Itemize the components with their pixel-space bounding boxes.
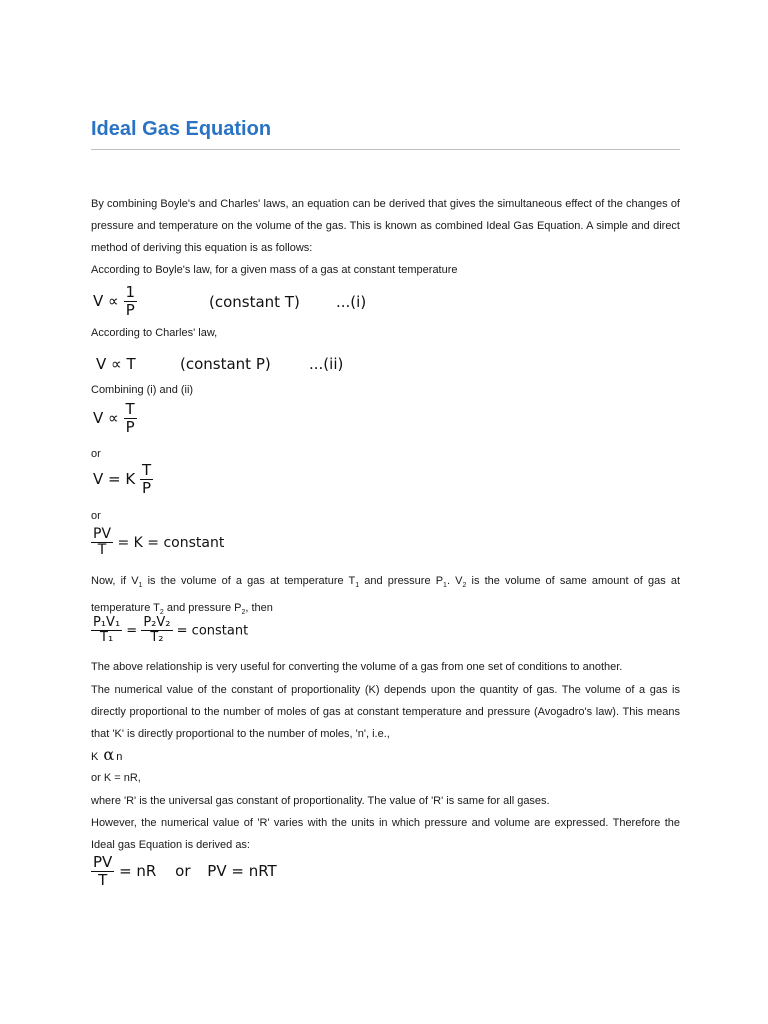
- equation-boyle-condition: (constant T): [209, 293, 300, 311]
- combine-text: Combining (i) and (ii): [91, 384, 194, 396]
- page-title: Ideal Gas Equation: [91, 118, 272, 140]
- numerical-paragraph: The numerical value of the constant of proportionality (K) depends upon the quantity of gas. The volume of a gas is directly proportional to the number of moles of gas at constant temperature and pressure (Avogadro's law). This means that 'K' is directly proportional to the number of moles, 'n', i.e.,: [91, 684, 680, 740]
- equation-boyle: V ∝ $\frac{1}{P}$: [93, 283, 136, 319]
- equation-combined: V ∝ $\frac{T}{P}$: [93, 400, 135, 436]
- or-text-1: or: [91, 448, 101, 460]
- boyle-intro-text: According to Boyle's law, for a given mass of a gas at constant temperature: [91, 264, 458, 276]
- equation-constant-k: V = K $\frac{T}{P}$: [93, 461, 152, 497]
- equation-charles: V ∝ T: [96, 355, 136, 373]
- fraction: $\frac{T}{P}$: [125, 400, 135, 436]
- gas-constant-text: where 'R' is the universal gas constant of proportionality. The value of 'R' is same for all gases.: [91, 795, 550, 807]
- equation-pv-over-t: $\frac{PV}{T}$ = K = constant: [93, 526, 225, 559]
- k-proportional-n: K α n: [91, 745, 123, 764]
- or-text-2: or: [91, 510, 101, 522]
- fraction: $\frac{PV}{T}$: [93, 853, 113, 889]
- equation-charles-condition: (constant P): [180, 355, 271, 373]
- fraction: $\frac{PV}{T}$: [93, 526, 112, 559]
- fraction: $\frac{\text{P₂V₂}}{\text{T₂}}$: [143, 615, 171, 646]
- conditions-paragraph: Now, if $V_1$ is the volume of a gas at temperature $T_1$ and pressure $P_1$. $V_2$ is the volume of same amount of gas at temperature $T_2$ and pressure $P_2$, then: [91, 575, 681, 617]
- equation-boyle-tag: ...(i): [336, 293, 367, 311]
- fraction: $\frac{\text{P₁V₁}}{\text{T₁}}$: [93, 615, 121, 646]
- charles-intro-text: According to Charles' law,: [91, 327, 218, 339]
- equation-charles-tag: ...(ii): [309, 355, 344, 373]
- intro-paragraph: By combining Boyle's and Charles' laws, an equation can be derived that gives the simultaneous effect of the changes of pressure and temperature on the volume of the gas. This is known as combined Ideal Gas Equation. A simple and direct method of deriving this equation is as follows:: [91, 198, 680, 254]
- relationship-text: The above relationship is very useful for converting the volume of a gas from one set of conditions to another.: [91, 661, 623, 673]
- k-equals-nr-text: or K = nR,: [91, 772, 141, 784]
- equation-combined-gas-law: $\frac{\text{P₁V₁}}{\text{T₁}}$ = $\frac{\text{P₂V₂}}{\text{T₂}}$ = constant: [93, 615, 249, 646]
- fraction: $\frac{1}{P}$: [125, 283, 136, 319]
- fraction: $\frac{T}{P}$: [141, 461, 152, 497]
- units-paragraph: However, the numerical value of 'R' varies with the units in which pressure and volume are expressed. Therefore the Ideal gas Equation is derived as:: [91, 817, 680, 851]
- equation-ideal-gas: $\frac{PV}{T}$ = nR or PV = nRT: [93, 853, 277, 889]
- title-divider: [91, 149, 680, 150]
